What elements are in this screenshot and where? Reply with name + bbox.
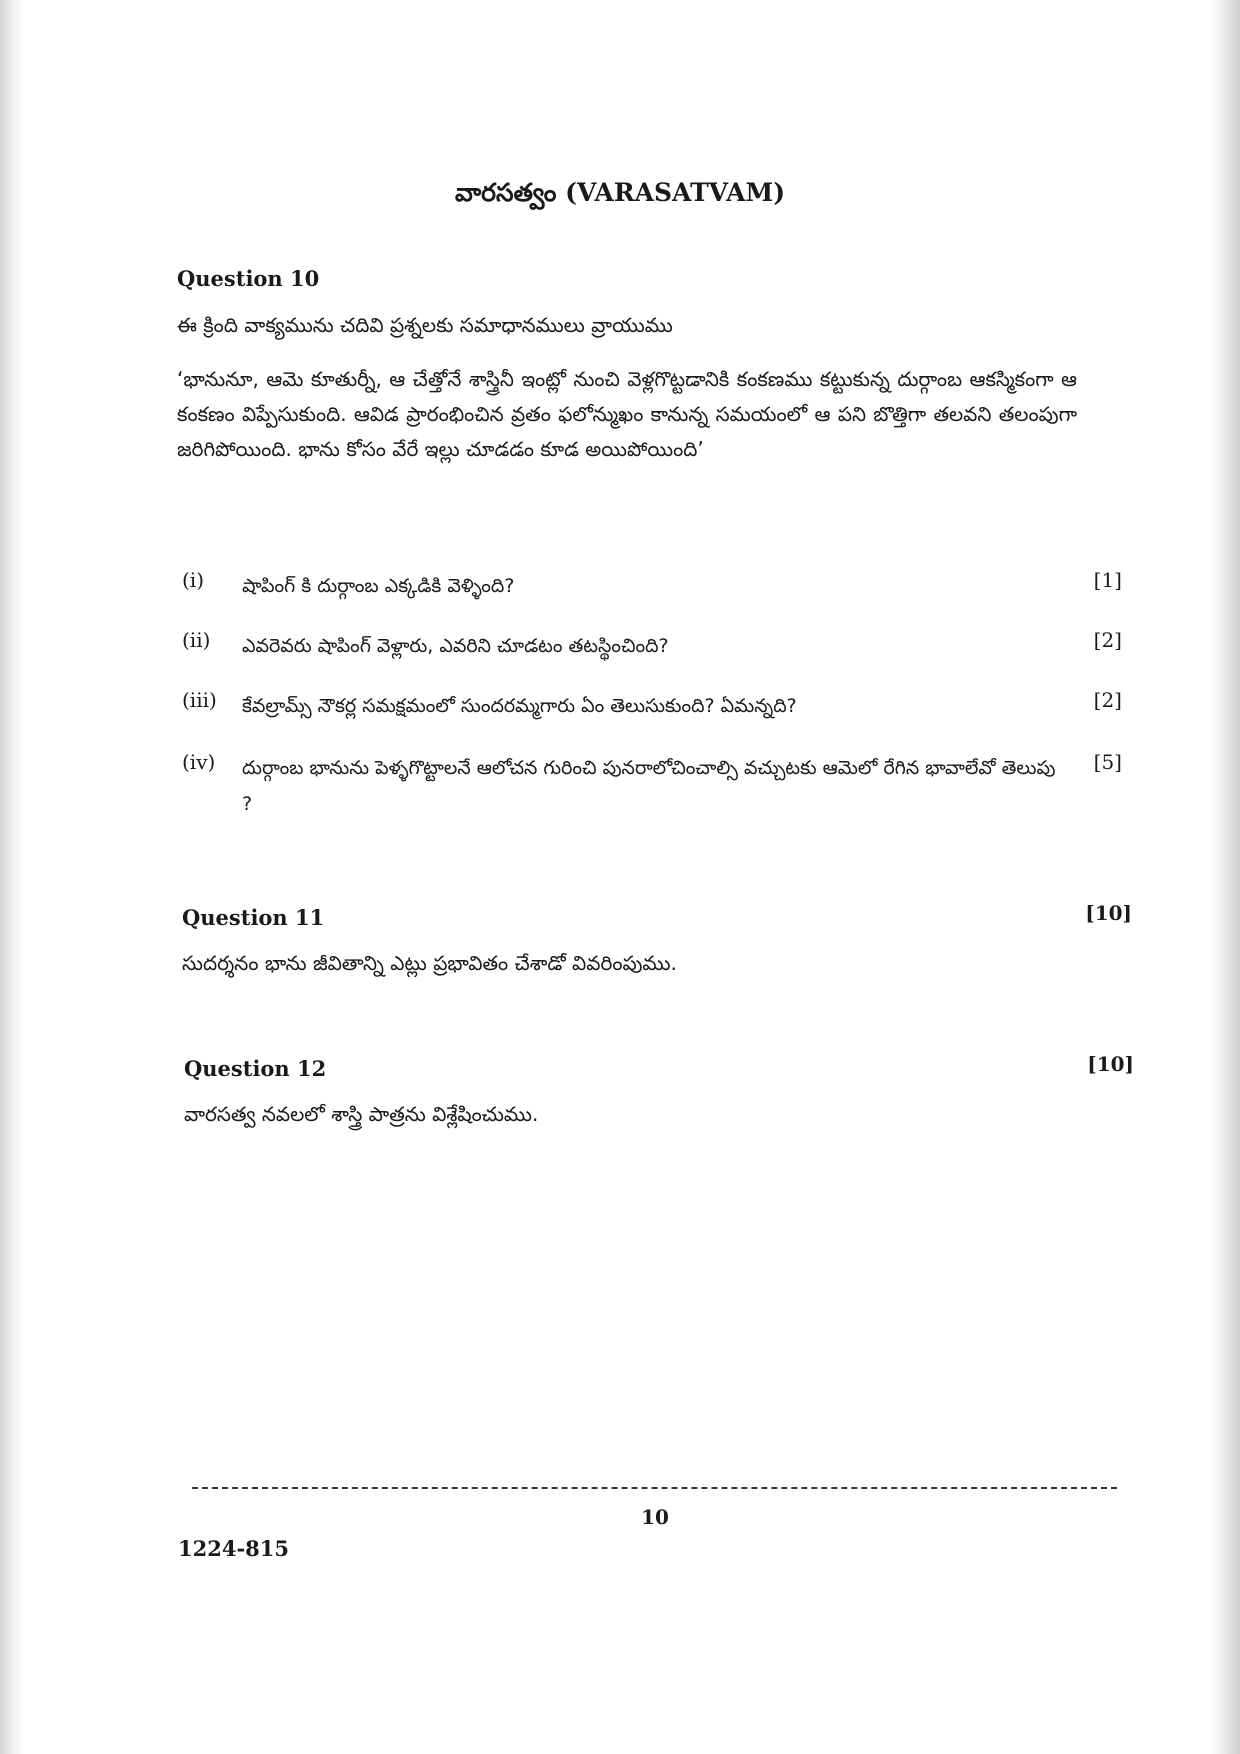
question-11-heading: Question 11 xyxy=(182,905,325,930)
sub-question-number: (i) xyxy=(182,568,205,592)
scan-edge-right xyxy=(1210,0,1240,1754)
sub-question-number: (iv) xyxy=(182,750,216,774)
page-title: వారసత్వం (VARASATVAM) xyxy=(454,178,786,207)
question-11-marks: [10] xyxy=(1085,901,1132,925)
question-12-heading: Question 12 xyxy=(184,1056,327,1081)
sub-question-text: షాపింగ్ కి దుర్గాంబ ఎక్కడికి వెళ్ళింది? xyxy=(242,575,515,597)
question-12-marks: [10] xyxy=(1087,1052,1134,1076)
sub-question-number: (iii) xyxy=(182,688,217,712)
question-10-passage: ‘భానునూ, ఆమె కూతుర్నీ, ఆ చేత్తోనే శాస్త్రినీ ఇంట్లో నుంచి వెళ్లగొట్టడానికి కంకణము కట్టుకున్న దుర్గాంబ ఆకస్మికంగా ఆ కంకణం విప్పేసుకుంది. ఆవిడ ప్రారంభించిన వ్రతం ఫలోన్ముఖం కానున్న సమయంలో ఆ పని బొత్తిగా తలవని తలంపుగా జరిగిపోయింది. భాను కోసం వేరే ఇల్లు చూడడం కూడ అయిపోయింది’ xyxy=(177,367,1077,461)
sub-question-text: దుర్గాంబ భానును పెళ్ళగొట్టాలనే ఆలోచన గురించి పునరాలోచించాల్సి వచ్చుటకు ఆమెలో రేగిన భావాలేవో తెలుపు ? xyxy=(242,757,1056,815)
question-11-text: సుదర్శనం భాను జీవితాన్ని ఎట్లు ప్రభావితం చేశాడో వివరింపుము. xyxy=(182,951,677,975)
sub-question-text: ఎవరెవరు షాపింగ్ వెళ్లారు, ఎవరిని చూడటం తటస్థించింది? xyxy=(242,635,669,657)
page-number: 10 xyxy=(641,1505,669,1529)
sub-question-number: (ii) xyxy=(182,628,211,652)
question-12-text: వారసత్వ నవలలో శాస్త్రి పాత్రను విశ్లేషించుము. xyxy=(184,1102,539,1126)
sub-question-marks: [1] xyxy=(1093,568,1122,592)
sub-question-text: కేవల్రామ్స్ నౌకర్ల సమక్షమంలో సుందరమ్మగారు ఏం తెలుసుకుంది? ఏమన్నది? xyxy=(242,695,797,717)
paper-code: 1224-815 xyxy=(178,1536,289,1561)
sub-question-marks: [5] xyxy=(1093,750,1122,774)
scan-edge-left xyxy=(0,0,24,1754)
question-10-instruction: ఈ క్రింది వాక్యమును చదివి ప్రశ్నలకు సమాధానములు వ్రాయుము xyxy=(177,313,673,337)
sub-question-marks: [2] xyxy=(1093,628,1122,652)
question-10-heading: Question 10 xyxy=(177,266,320,291)
footer-divider xyxy=(192,1487,1117,1489)
sub-question-marks: [2] xyxy=(1093,688,1122,712)
